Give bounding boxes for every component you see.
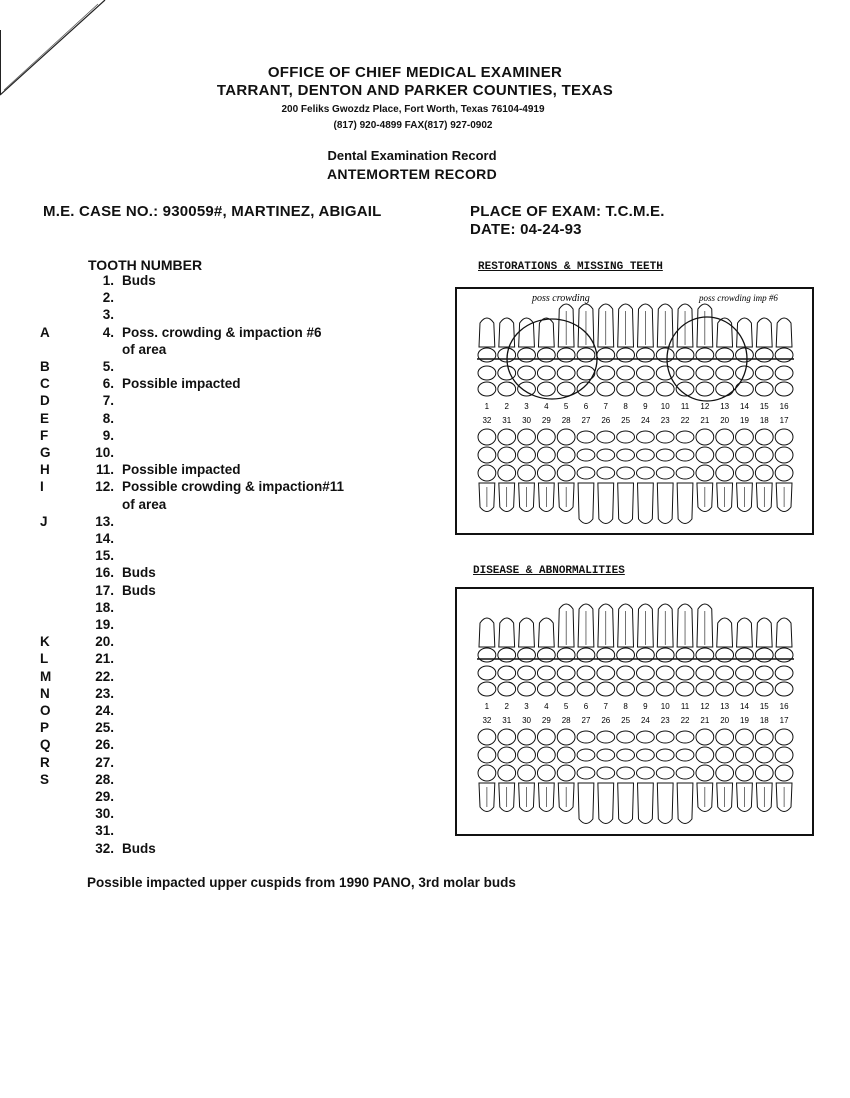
lower-tooth [656, 431, 674, 524]
upper-tooth [696, 604, 714, 696]
upper-tooth [736, 618, 754, 696]
tooth-letter: N [40, 685, 50, 701]
upper-tooth-number: 4 [544, 402, 549, 411]
upper-tooth [716, 618, 734, 696]
tooth-number: 32. [95, 840, 114, 856]
lower-tooth-number: 32 [482, 716, 492, 725]
lower-tooth [577, 431, 595, 524]
upper-tooth [755, 318, 773, 396]
lower-tooth-number: 28 [561, 416, 571, 425]
lower-tooth-number: 20 [720, 416, 730, 425]
tooth-number: 4. [102, 324, 114, 340]
exam-date: DATE: 04-24-93 [470, 221, 582, 238]
upper-tooth-number: 1 [484, 702, 490, 711]
tooth-number: 10. [95, 445, 114, 460]
upper-tooth-number: 8 [623, 702, 628, 711]
upper-tooth [557, 304, 575, 396]
tooth-letter: M [40, 668, 52, 684]
lower-tooth [518, 429, 536, 512]
tooth-number: 11. [95, 462, 114, 478]
upper-tooth-number: 2 [504, 402, 509, 411]
upper-tooth [597, 604, 615, 696]
lower-tooth [617, 731, 635, 824]
lower-tooth-number: 23 [660, 416, 670, 425]
lower-tooth-number: 28 [561, 716, 571, 725]
upper-tooth [656, 304, 674, 396]
upper-tooth [637, 604, 655, 696]
tooth-number: 24. [95, 703, 114, 718]
lower-tooth [478, 729, 496, 812]
upper-tooth [775, 318, 793, 396]
lower-tooth [597, 431, 615, 524]
upper-tooth [478, 618, 496, 696]
tooth-note: Buds [122, 565, 156, 581]
lower-tooth [775, 429, 793, 512]
upper-tooth-number: 12 [700, 402, 710, 411]
annotation-left: poss crowding [532, 293, 590, 304]
tooth-letter: A [40, 324, 50, 340]
lower-tooth [696, 429, 714, 512]
tooth-number: 31. [95, 823, 114, 839]
upper-tooth-number: 14 [740, 702, 749, 711]
place-of-exam: PLACE OF EXAM: T.C.M.E. [470, 203, 665, 220]
tooth-note: of area [122, 341, 167, 357]
tooth-letter: I [40, 479, 44, 495]
tooth-number: 9. [102, 427, 114, 443]
lower-tooth-number: 19 [740, 716, 749, 725]
record-subtype: ANTEMORTEM RECORD [327, 166, 497, 182]
upper-tooth-number: 11 [680, 402, 690, 411]
upper-tooth-number: 12 [700, 702, 710, 711]
disease-title: DISEASE & ABNORMALITIES [473, 565, 625, 577]
upper-tooth [676, 304, 694, 396]
tooth-number: 29. [95, 789, 114, 804]
lower-tooth [518, 729, 536, 812]
upper-tooth-number: 16 [779, 702, 789, 711]
lower-tooth-number: 17 [779, 716, 789, 725]
lower-tooth-number: 30 [522, 716, 531, 725]
upper-tooth-number: 13 [720, 402, 730, 411]
lower-tooth [736, 729, 754, 812]
tooth-letter: O [40, 703, 51, 718]
upper-tooth-number: 14 [740, 402, 749, 411]
lower-tooth-number: 18 [759, 416, 769, 425]
tooth-number: 20. [95, 634, 114, 650]
tooth-note: Possible impacted [122, 462, 241, 478]
upper-tooth-number: 6 [583, 702, 589, 711]
upper-tooth [577, 304, 595, 396]
lower-tooth [577, 731, 595, 824]
lower-tooth-number: 29 [541, 416, 551, 425]
upper-tooth-number: 1 [484, 402, 490, 411]
tooth-number: 1. [102, 273, 114, 288]
tooth-note: Possible impacted [122, 376, 241, 392]
upper-tooth [676, 604, 694, 696]
tooth-number: 8. [102, 410, 114, 426]
restorations-dental-chart [455, 287, 814, 535]
tooth-number: 27. [95, 754, 114, 770]
upper-tooth [617, 604, 635, 696]
lower-tooth [637, 431, 655, 524]
lower-tooth-number: 31 [502, 416, 512, 425]
upper-tooth [577, 604, 595, 696]
upper-tooth-number: 11 [680, 702, 690, 711]
tooth-number: 14. [95, 531, 114, 546]
tooth-number: 21. [95, 651, 114, 667]
upper-tooth [537, 318, 555, 396]
lower-tooth [478, 429, 496, 512]
lower-tooth-number: 20 [720, 716, 730, 725]
tooth-number: 17. [95, 582, 114, 598]
upper-tooth [755, 618, 773, 696]
tooth-number: 22. [95, 668, 114, 684]
lower-tooth-number: 27 [581, 716, 591, 725]
tooth-number: 18. [95, 599, 114, 615]
upper-tooth-number: 7 [603, 702, 609, 711]
tooth-number: 30. [95, 806, 114, 822]
tooth-note: Buds [122, 582, 156, 598]
lower-tooth [557, 429, 575, 512]
upper-tooth [656, 604, 674, 696]
tooth-letter: J [40, 513, 48, 529]
tooth-number-header: TOOTH NUMBER [88, 257, 203, 273]
tooth-number: 15. [95, 548, 114, 564]
upper-tooth [478, 318, 496, 396]
tooth-letter: Q [40, 737, 51, 753]
restorations-title: RESTORATIONS & MISSING TEETH [478, 261, 663, 273]
annotation-right: poss crowding imp #6 [699, 293, 778, 303]
lower-tooth [498, 429, 516, 512]
lower-tooth [755, 429, 773, 512]
office-title: OFFICE OF CHIEF MEDICAL EXAMINER [267, 64, 563, 81]
tooth-number: 13. [95, 513, 114, 529]
tooth-note: Buds [122, 840, 156, 856]
upper-tooth [498, 618, 516, 696]
tooth-number: 19. [95, 617, 114, 632]
lower-tooth [696, 729, 714, 812]
lower-tooth-number: 18 [759, 716, 769, 725]
tooth-number: 16. [95, 565, 114, 581]
upper-tooth-number: 5 [563, 402, 569, 411]
upper-tooth-number: 15 [759, 402, 769, 411]
tooth-number: 6. [102, 376, 114, 392]
lower-tooth-number: 31 [502, 716, 512, 725]
lower-tooth [537, 429, 555, 512]
lower-tooth-number: 26 [601, 416, 611, 425]
upper-tooth [716, 318, 734, 396]
tooth-number: 23. [95, 685, 114, 701]
tooth-letter: P [40, 720, 50, 736]
tooth-letter: S [40, 771, 50, 787]
upper-tooth [518, 318, 536, 396]
upper-tooth-number: 10 [660, 702, 670, 711]
lower-tooth [676, 431, 694, 524]
tooth-number: 26. [95, 737, 114, 753]
upper-tooth [617, 304, 635, 396]
tooth-letter: E [40, 410, 50, 426]
upper-tooth [637, 304, 655, 396]
tooth-letter: B [40, 359, 50, 374]
lower-tooth [617, 431, 635, 524]
tooth-number: 28. [95, 771, 114, 787]
lower-tooth [656, 731, 674, 824]
lower-tooth-number: 22 [680, 716, 690, 725]
tooth-note: Poss. crowding & impaction #6 [122, 324, 322, 340]
tooth-note: Possible crowding & impaction#11 [122, 479, 345, 495]
upper-tooth-number: 3 [524, 402, 529, 411]
tooth-letter: H [40, 462, 50, 478]
tooth-number: 25. [95, 720, 114, 736]
tooth-note: Buds [122, 273, 156, 288]
tooth-letter: C [40, 376, 50, 392]
lower-tooth-number: 23 [660, 716, 670, 725]
lower-tooth [537, 729, 555, 812]
tooth-letter: G [40, 445, 51, 460]
disease-dental-chart [455, 587, 814, 836]
lower-tooth-number: 25 [621, 416, 631, 425]
counties-title: TARRANT, DENTON AND PARKER COUNTIES, TEXAS [216, 82, 614, 99]
upper-tooth-number: 9 [643, 402, 648, 411]
lower-tooth-number: 29 [541, 716, 551, 725]
tooth-number: 12. [95, 479, 114, 495]
lower-tooth-number: 26 [601, 716, 611, 725]
lower-tooth-number: 27 [581, 416, 591, 425]
tooth-note: of area [122, 496, 167, 512]
upper-tooth-number: 8 [623, 402, 628, 411]
lower-tooth-number: 30 [522, 416, 531, 425]
upper-tooth-number: 4 [544, 702, 549, 711]
upper-tooth-number: 13 [720, 702, 730, 711]
upper-tooth-number: 5 [563, 702, 569, 711]
tooth-letter: R [40, 754, 50, 770]
lower-tooth-number: 21 [700, 716, 710, 725]
upper-tooth [557, 604, 575, 696]
upper-tooth-number: 7 [603, 402, 609, 411]
upper-tooth-number: 15 [759, 702, 769, 711]
upper-tooth [597, 304, 615, 396]
lower-tooth [755, 729, 773, 812]
lower-tooth-number: 24 [640, 716, 650, 725]
upper-tooth-number: 10 [660, 402, 670, 411]
lower-tooth [557, 729, 575, 812]
summary-note: Possible impacted upper cuspids from 1990 PANO, 3rd molar buds [87, 875, 516, 890]
upper-tooth [518, 618, 536, 696]
upper-tooth [775, 618, 793, 696]
tooth-letter: F [40, 427, 49, 443]
upper-tooth-number: 16 [779, 402, 789, 411]
lower-tooth-number: 21 [700, 416, 710, 425]
tooth-letter: L [40, 651, 49, 667]
tooth-number: 2. [102, 290, 114, 306]
upper-tooth-number: 9 [643, 702, 648, 711]
lower-tooth [716, 429, 734, 512]
lower-tooth [676, 731, 694, 824]
lower-tooth [498, 729, 516, 812]
lower-tooth-number: 22 [680, 416, 690, 425]
tooth-letter: D [40, 393, 50, 409]
lower-tooth [736, 429, 754, 512]
lower-tooth-number: 17 [779, 416, 789, 425]
lower-tooth [597, 731, 615, 824]
record-type: Dental Examination Record [327, 148, 497, 163]
upper-tooth-number: 3 [524, 702, 529, 711]
upper-tooth [537, 618, 555, 696]
lower-tooth-number: 25 [621, 716, 631, 725]
tooth-number: 7. [102, 393, 114, 409]
upper-tooth-number: 2 [504, 702, 509, 711]
tooth-number: 3. [102, 307, 114, 323]
lower-tooth [775, 729, 793, 812]
case-number: M.E. CASE NO.: 930059#, MARTINEZ, ABIGAIL [43, 203, 382, 220]
lower-tooth-number: 24 [640, 416, 650, 425]
lower-tooth [637, 731, 655, 824]
tooth-number: 5. [102, 359, 114, 374]
office-phone: (817) 920-4899 FAX(817) 927-0902 [333, 120, 493, 131]
tooth-letter: K [40, 634, 50, 650]
lower-tooth-number: 19 [740, 416, 749, 425]
lower-tooth-number: 32 [482, 416, 492, 425]
upper-tooth-number: 6 [583, 402, 589, 411]
lower-tooth [716, 729, 734, 812]
office-address: 200 Feliks Gwozdz Place, Fort Worth, Texas 76104-4919 [281, 104, 545, 115]
